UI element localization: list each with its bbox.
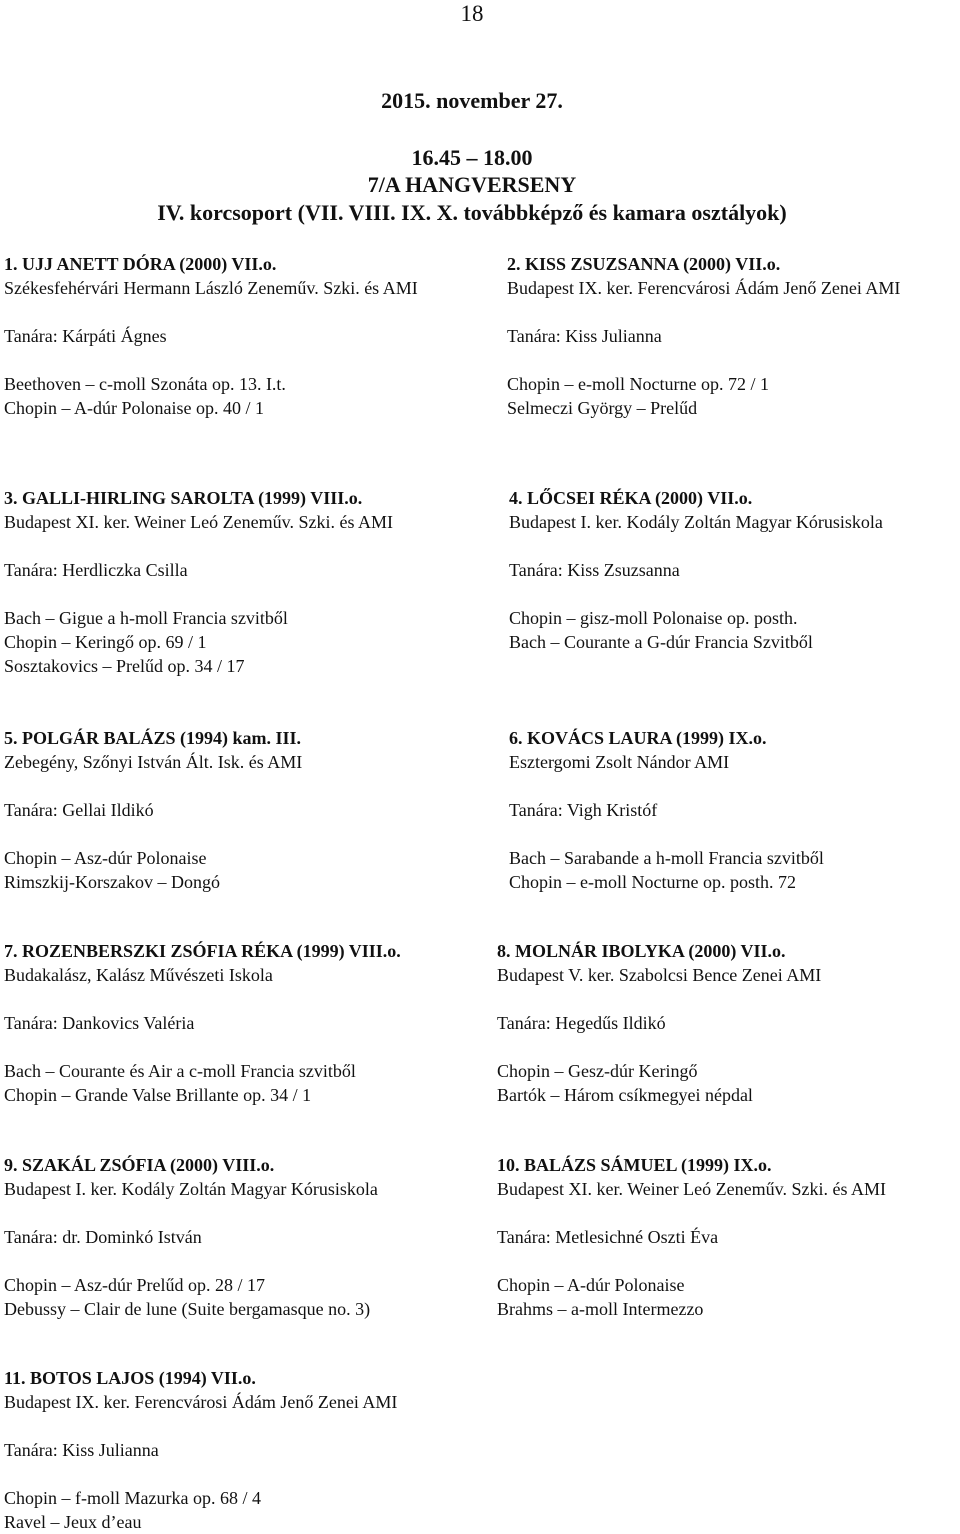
concert-title: 7/A HANGVERSENY	[367, 172, 577, 197]
performer-piece: Chopin – Asz-dúr Prelűd op. 28 / 17	[4, 1275, 265, 1295]
performer-name: 8. MOLNÁR IBOLYKA (2000) VII.o.	[497, 941, 786, 961]
performer-name: 3. GALLI-HIRLING SAROLTA (1999) VIII.o.	[4, 488, 363, 508]
performer-piece: Chopin – f-moll Mazurka op. 68 / 4	[4, 1488, 261, 1508]
performer-school: Budakalász, Kalász Művészeti Iskola	[4, 965, 273, 985]
performer-name: 11. BOTOS LAJOS (1994) VII.o.	[4, 1368, 256, 1388]
performer-piece: Chopin – Asz-dúr Polonaise	[4, 848, 207, 868]
performer-piece: Debussy – Clair de lune (Suite bergamasque no. 3)	[4, 1299, 371, 1319]
performer-name: 9. SZAKÁL ZSÓFIA (2000) VIII.o.	[4, 1155, 275, 1175]
performer-teacher: Tanára: Kiss Julianna	[507, 326, 662, 346]
performer-teacher: Tanára: Kiss Julianna	[4, 1440, 159, 1460]
performer-name: 2. KISS ZSUZSANNA (2000) VII.o.	[507, 254, 781, 274]
performer-piece: Chopin – e-moll Nocturne op. posth. 72	[509, 872, 796, 892]
performer-entry	[4, 939, 474, 1107]
performer-piece: Sosztakovics – Prelűd op. 34 / 17	[4, 656, 245, 676]
concert-date: 2015. november 27.	[381, 88, 563, 113]
performer-teacher: Tanára: Hegedűs Ildikó	[497, 1013, 666, 1033]
performer-entry	[4, 252, 474, 420]
performer-entry	[4, 1153, 474, 1321]
performer-piece: Chopin – e-moll Nocturne op. 72 / 1	[507, 374, 769, 394]
performer-piece: Chopin – Keringő op. 69 / 1	[4, 632, 207, 652]
performer-piece: Chopin – Gesz-dúr Keringő	[497, 1061, 698, 1081]
performer-piece: Rimszkij-Korszakov – Dongó	[4, 872, 220, 892]
performer-teacher: Tanára: Kiss Zsuzsanna	[509, 560, 680, 580]
performer-school: Budapest I. ker. Kodály Zoltán Magyar Kórusiskola	[509, 512, 883, 532]
performer-entry	[4, 1366, 474, 1534]
performer-name: 5. POLGÁR BALÁZS (1994) kam. III.	[4, 728, 302, 748]
performer-name: 6. KOVÁCS LAURA (1999) IX.o.	[509, 728, 767, 748]
performer-teacher: Tanára: Metlesichné Oszti Éva	[497, 1227, 719, 1247]
performer-entry	[4, 486, 474, 678]
performer-school: Budapest IX. ker. Ferencvárosi Ádám Jenő Zenei AMI	[507, 278, 901, 298]
performer-school: Budapest IX. ker. Ferencvárosi Ádám Jenő Zenei AMI	[4, 1392, 398, 1412]
performer-school: Budapest I. ker. Kodály Zoltán Magyar Kórusiskola	[4, 1179, 378, 1199]
performer-entry	[509, 726, 960, 894]
performer-entry	[497, 1153, 960, 1321]
performer-piece: Bach – Sarabande a h-moll Francia szvitből	[509, 848, 824, 868]
performer-name: 4. LŐCSEI RÉKA (2000) VII.o.	[509, 488, 753, 508]
performer-teacher: Tanára: Kárpáti Ágnes	[4, 326, 167, 346]
performer-teacher: Tanára: Vigh Kristóf	[509, 800, 658, 820]
performer-teacher: Tanára: Dankovics Valéria	[4, 1013, 195, 1033]
performer-teacher: Tanára: Herdliczka Csilla	[4, 560, 188, 580]
age-group: IV. korcsoport (VII. VIII. IX. X. továbbképző és kamara osztályok)	[157, 200, 787, 225]
performer-piece: Chopin – A-dúr Polonaise op. 40 / 1	[4, 398, 264, 418]
performer-entry	[507, 252, 960, 420]
performer-school: Zebegény, Szőnyi István Ált. Isk. és AMI	[4, 752, 303, 772]
performer-school: Esztergomi Zsolt Nándor AMI	[509, 752, 730, 772]
performer-teacher: Tanára: Gellai Ildikó	[4, 800, 154, 820]
performer-name: 1. UJJ ANETT DÓRA (2000) VII.o.	[4, 254, 277, 274]
concert-time: 16.45 – 18.00	[411, 145, 533, 170]
performer-piece: Bach – Courante és Air a c-moll Francia szvitből	[4, 1061, 356, 1081]
performer-teacher: Tanára: dr. Dominkó István	[4, 1227, 202, 1247]
performer-piece: Chopin – A-dúr Polonaise	[497, 1275, 685, 1295]
performer-entry	[509, 486, 960, 654]
performer-entry	[497, 939, 960, 1107]
page-number: 18	[460, 1, 484, 26]
performer-name: 10. BALÁZS SÁMUEL (1999) IX.o.	[497, 1155, 772, 1175]
performer-school: Budapest XI. ker. Weiner Leó Zeneműv. Szki. és AMI	[4, 512, 393, 532]
performer-school: Székesfehérvári Hermann László Zeneműv. Szki. és AMI	[4, 278, 418, 298]
performer-school: Budapest XI. ker. Weiner Leó Zeneműv. Szki. és AMI	[497, 1179, 886, 1199]
performer-piece: Ravel – Jeux d’eau	[4, 1512, 142, 1532]
performer-piece: Bach – Gigue a h-moll Francia szvitből	[4, 608, 288, 628]
performer-piece: Chopin – gisz-moll Polonaise op. posth.	[509, 608, 798, 628]
performer-piece: Selmeczi György – Prelűd	[507, 398, 698, 418]
performer-piece: Brahms – a-moll Intermezzo	[497, 1299, 704, 1319]
performer-piece: Beethoven – c-moll Szonáta op. 13. I.t.	[4, 374, 286, 394]
performer-piece: Bartók – Három csíkmegyei népdal	[497, 1085, 753, 1105]
performer-piece: Bach – Courante a G-dúr Francia Szvitből	[509, 632, 813, 652]
performer-school: Budapest V. ker. Szabolcsi Bence Zenei AMI	[497, 965, 822, 985]
performer-piece: Chopin – Grande Valse Brillante op. 34 / 1	[4, 1085, 312, 1105]
performer-entry	[4, 726, 474, 894]
performer-name: 7. ROZENBERSZKI ZSÓFIA RÉKA (1999) VIII.o.	[4, 941, 401, 961]
